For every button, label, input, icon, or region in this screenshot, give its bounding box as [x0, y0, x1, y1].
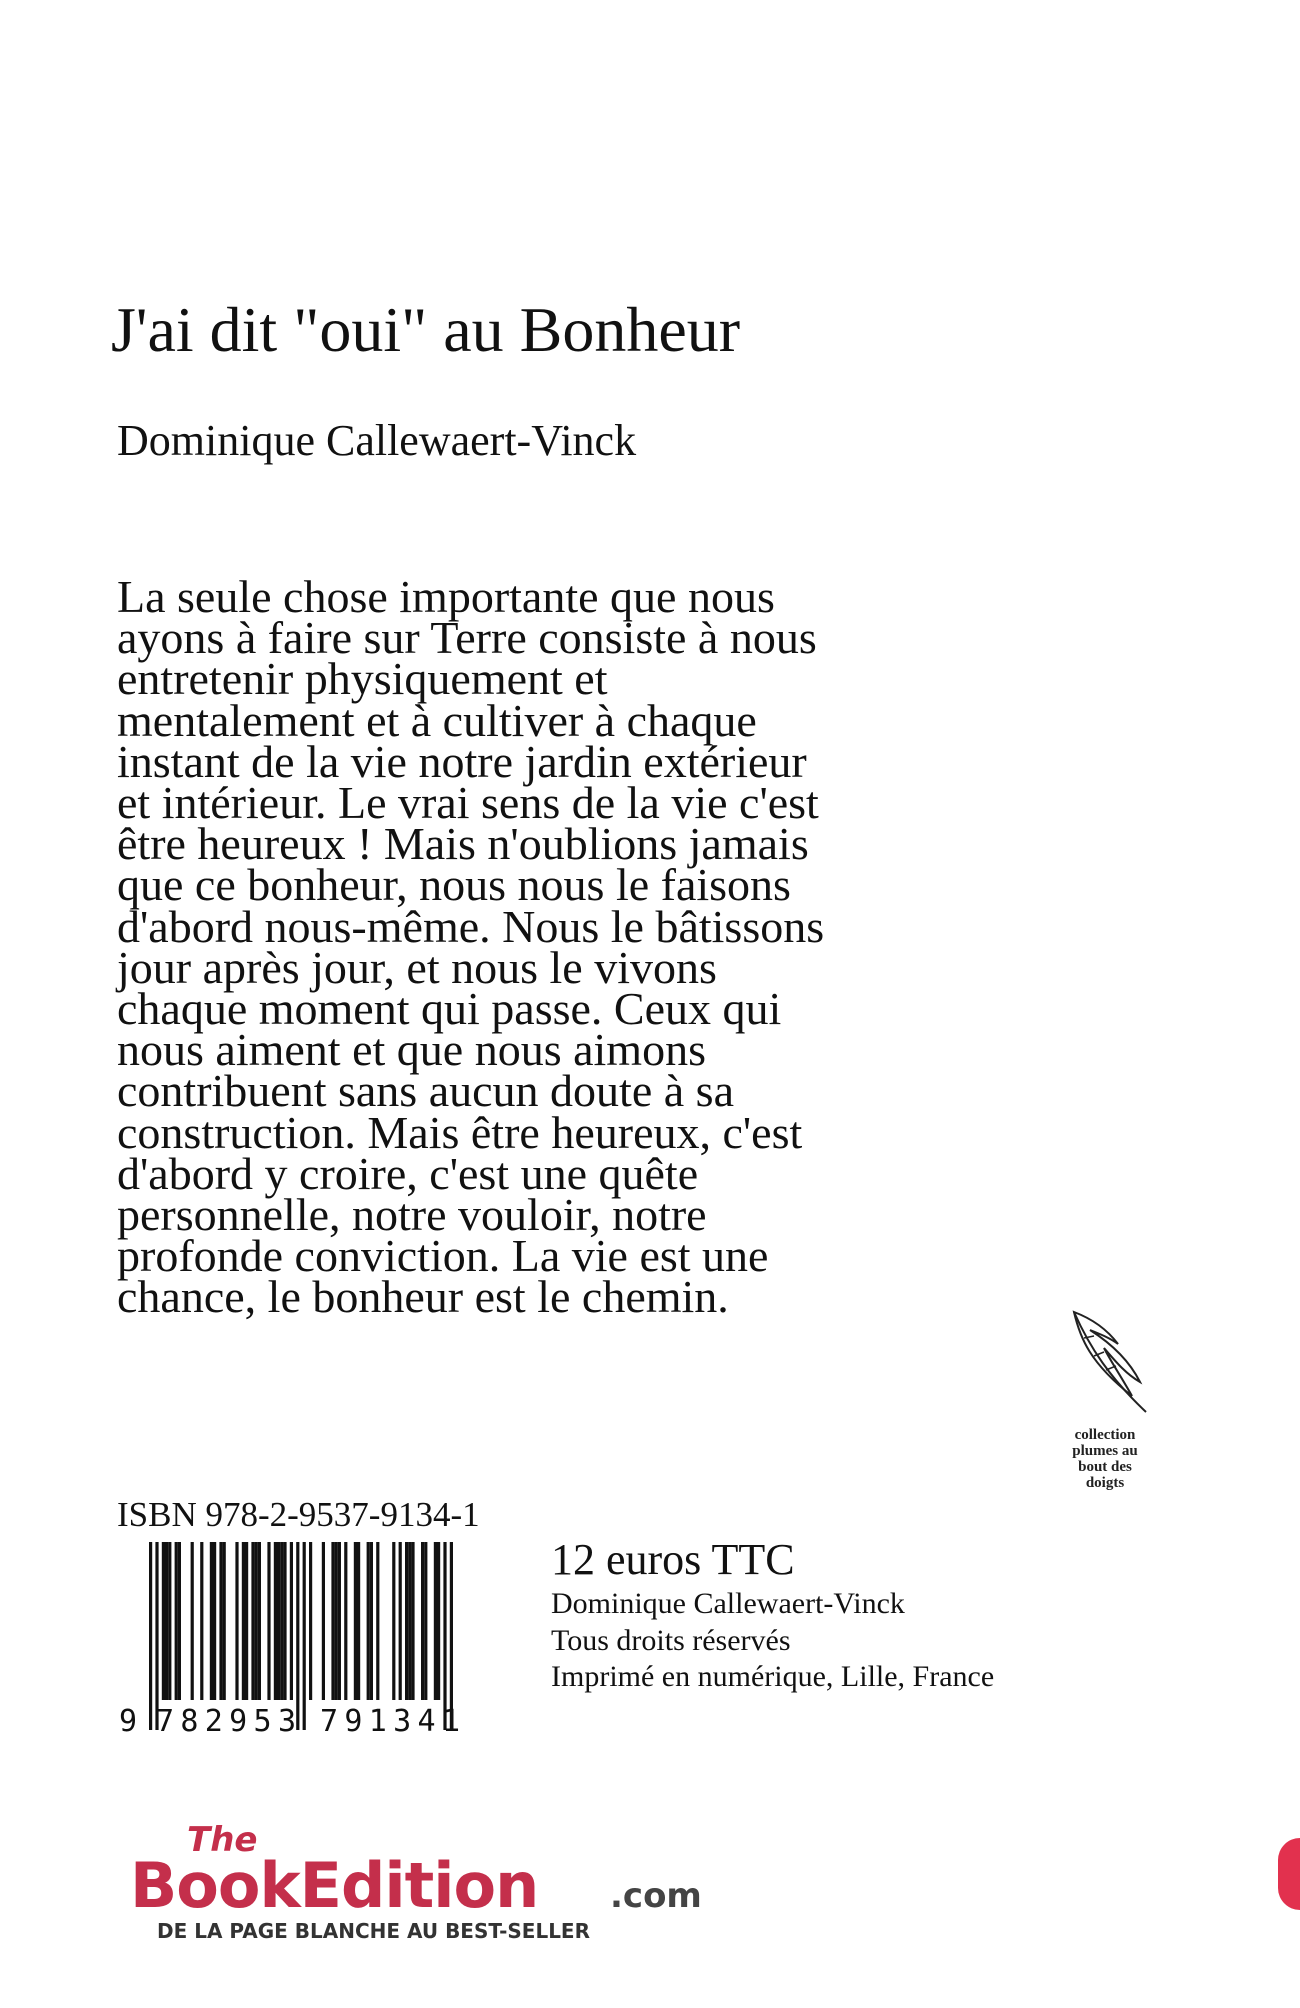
blurb-line: profonde conviction. La vie est une	[117, 1230, 769, 1282]
blurb-line: ayons à faire sur Terre consiste à nous	[117, 612, 817, 664]
collection-label-line: doigts	[1085, 1475, 1125, 1491]
blurb-line: d'abord nous-même. Nous le bâtissons	[117, 900, 825, 952]
blurb-line: personnelle, notre vouloir, notre	[117, 1189, 707, 1241]
edge-decoration	[1278, 1838, 1300, 1910]
isbn-barcode	[117, 1542, 483, 1736]
barcode-bar	[309, 1542, 312, 1700]
barcode-bar	[267, 1542, 270, 1700]
colophon-printing: Imprimé en numérique, Lille, France	[551, 1660, 995, 1693]
barcode-bar	[280, 1542, 283, 1700]
colophon-rights: Tous droits réservés	[551, 1623, 791, 1657]
collection-emblem	[1040, 1308, 1170, 1638]
barcode-bar	[437, 1542, 440, 1700]
barcode-bar	[338, 1542, 341, 1700]
barcode-bar	[354, 1542, 357, 1700]
logo-tagline: DE LA PAGE BLANCHE AU BEST-SELLER	[157, 1919, 590, 1943]
barcode-digits-left: 782953	[156, 1704, 296, 1736]
barcode-bar	[277, 1542, 280, 1700]
barcode-digit-first: 9	[119, 1704, 138, 1736]
barcode-digits-right: 791341	[320, 1704, 460, 1736]
price-label: 12 euros TTC	[551, 1535, 795, 1584]
barcode-bar	[251, 1542, 254, 1700]
barcode-bar	[450, 1542, 453, 1730]
collection-label-line: bout des	[1078, 1459, 1132, 1475]
collection-label	[1040, 1427, 1170, 1491]
barcode-bar	[165, 1542, 168, 1700]
book-title: J'ai dit "oui" au Bonheur	[111, 294, 741, 365]
barcode-bar	[242, 1542, 245, 1700]
barcode-bar	[399, 1542, 402, 1700]
logo-the: The	[187, 1820, 258, 1860]
barcode-bar	[162, 1542, 165, 1700]
barcode-bar	[296, 1542, 299, 1730]
barcode-bar	[344, 1542, 347, 1700]
barcode-bar	[223, 1542, 226, 1700]
logo-domain: .com	[610, 1876, 702, 1916]
barcode-bar	[210, 1542, 213, 1700]
barcode-bar	[408, 1542, 411, 1700]
barcode-bar	[235, 1542, 238, 1700]
blurb-line: instant de la vie notre jardin extérieur	[117, 735, 807, 787]
barcode-bar	[191, 1542, 194, 1700]
blurb-line: entretenir physiquement et	[117, 653, 608, 705]
barcode-bar	[283, 1542, 286, 1700]
barcode-bar	[175, 1542, 178, 1700]
barcode-bar	[219, 1542, 222, 1700]
blurb-line: être heureux ! Mais n'oublions jamais	[117, 818, 809, 870]
book-author: Dominique Callewaert-Vinck	[117, 416, 637, 465]
barcode-bar	[274, 1542, 277, 1700]
blurb-line: chance, le bonheur est le chemin.	[117, 1271, 729, 1323]
collection-label-line: collection	[1074, 1427, 1136, 1443]
logo-main: BookEdition	[130, 1849, 539, 1922]
barcode-bar	[443, 1542, 446, 1730]
colophon-author: Dominique Callewaert-Vinck	[551, 1587, 905, 1620]
barcode-bar	[367, 1542, 370, 1700]
blurb-line: contribuent sans aucun doute à sa	[117, 1065, 734, 1117]
blurb-line: mentalement et à cultiver à chaque	[117, 694, 757, 746]
barcode-bar	[357, 1542, 360, 1700]
barcode-bar	[370, 1542, 373, 1700]
blurb-line: et intérieur. Le vrai sens de la vie c'est	[117, 777, 819, 829]
barcode-bar	[213, 1542, 216, 1700]
barcode-bar	[411, 1542, 414, 1700]
barcode-bar	[392, 1542, 395, 1700]
barcode-bar	[155, 1542, 158, 1730]
barcode-bar	[200, 1542, 203, 1700]
blurb-line: d'abord y croire, c'est une quête	[117, 1147, 699, 1199]
barcode-bar	[434, 1542, 437, 1700]
collection-label-line: plumes au	[1072, 1443, 1138, 1459]
barcode-bar	[290, 1542, 293, 1700]
barcode-bar	[331, 1542, 334, 1700]
barcode-bar	[149, 1542, 152, 1730]
colophon	[551, 1534, 994, 1696]
barcode-bar	[258, 1542, 261, 1700]
barcode-bar	[168, 1542, 171, 1700]
blurb-line: que ce bonheur, nous nous le faisons	[117, 859, 791, 911]
barcode-bar	[405, 1542, 408, 1700]
blurb-line: chaque moment qui passe. Ceux qui	[117, 983, 782, 1035]
blurb-line: jour après jour, et nous le vivons	[117, 941, 717, 993]
barcode-bar	[322, 1542, 325, 1700]
barcode-bar	[178, 1542, 181, 1700]
feather-quill-icon	[1060, 1308, 1150, 1418]
blurb-line: nous aiment et que nous aimons	[117, 1024, 706, 1076]
barcode-bar	[376, 1542, 379, 1700]
barcode-bar	[303, 1542, 306, 1730]
barcode-bar	[421, 1542, 424, 1700]
barcode-bar	[255, 1542, 258, 1700]
isbn-label: ISBN 978-2-9537-9134-1	[117, 1495, 480, 1534]
bookedition-logo	[130, 1822, 710, 1942]
blurb-line: construction. Mais être heureux, c'est	[117, 1106, 803, 1158]
blurb-line: La seule chose importante que nous	[117, 571, 775, 622]
barcode-bar	[245, 1542, 248, 1700]
barcode-bar	[335, 1542, 338, 1700]
back-cover-blurb	[117, 571, 1147, 1323]
barcode-bar	[424, 1542, 427, 1700]
